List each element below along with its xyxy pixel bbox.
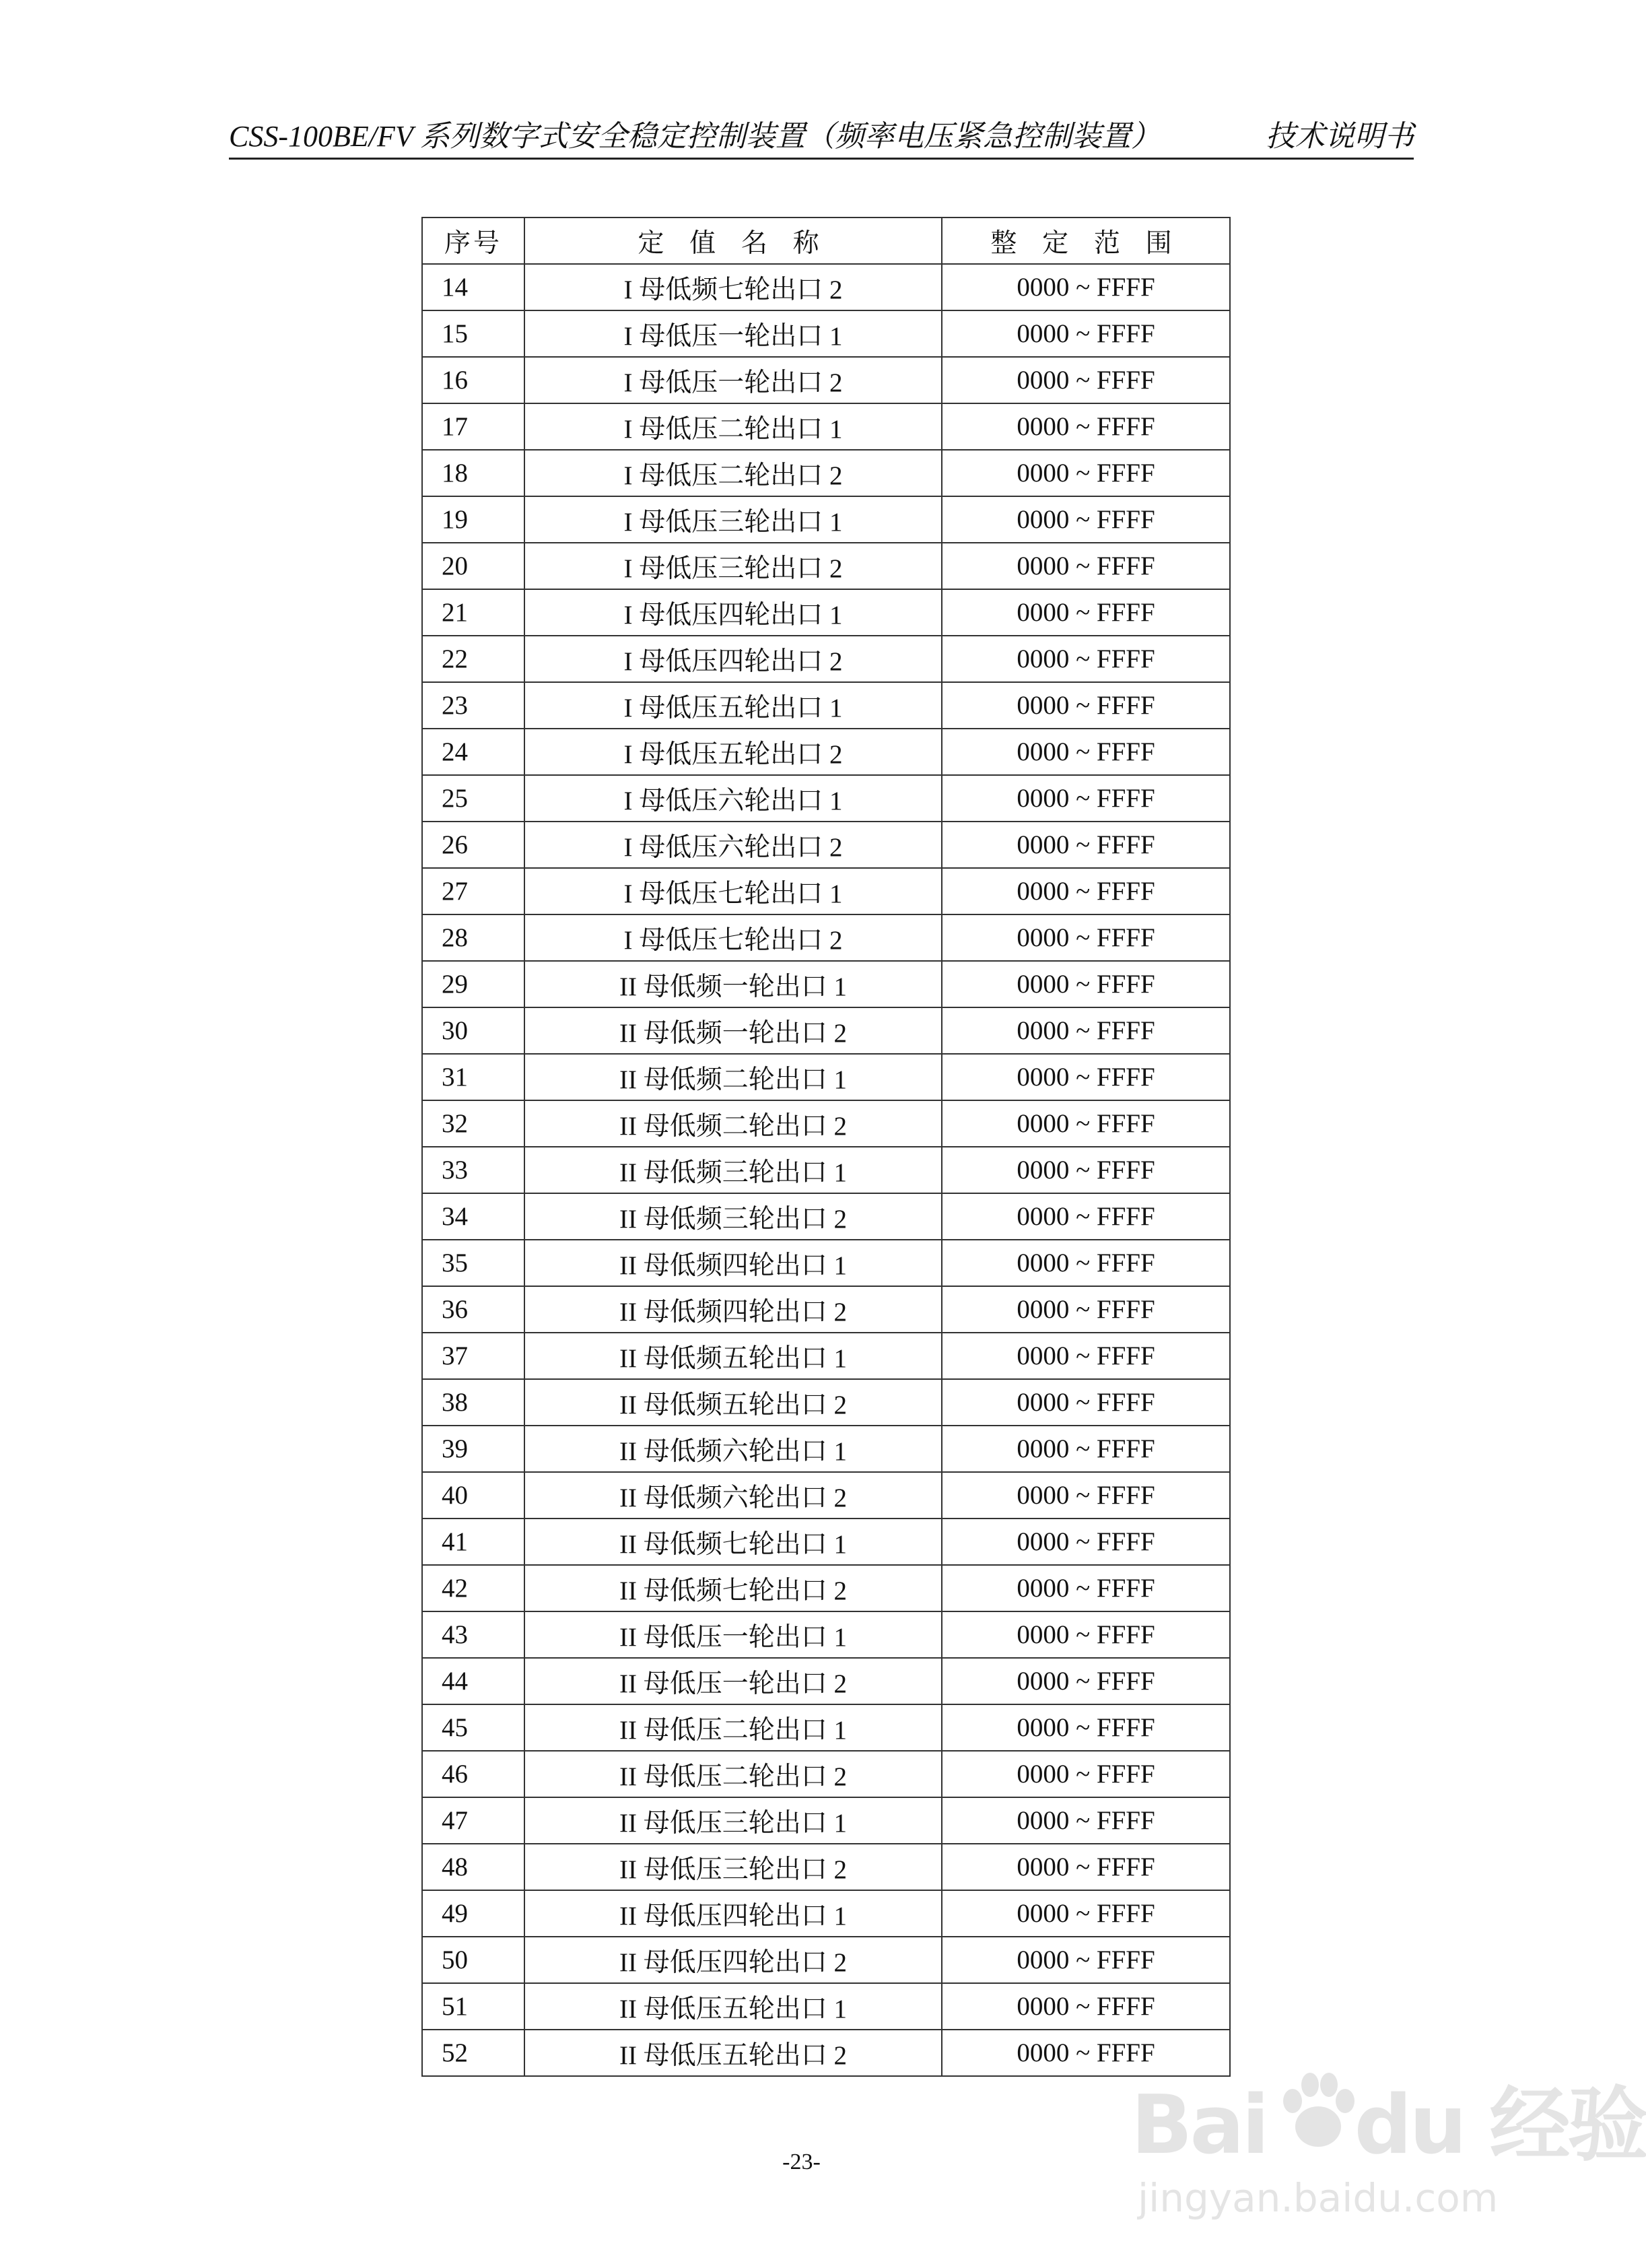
cell-range: 0000 ~ FFFF — [942, 403, 1230, 450]
cell-setting-name: II 母低压五轮出口 2 — [524, 2030, 942, 2076]
cell-range: 0000 ~ FFFF — [942, 1519, 1230, 1565]
table-row — [422, 1240, 1230, 1286]
header-index: 序号 — [422, 218, 524, 264]
table-row — [422, 450, 1230, 496]
cell-index: 21 — [422, 589, 524, 636]
cell-range: 0000 ~ FFFF — [942, 1333, 1230, 1379]
cell-index: 14 — [422, 264, 524, 310]
table-row — [422, 822, 1230, 868]
cell-range: 0000 ~ FFFF — [942, 729, 1230, 775]
cell-setting-name: II 母低频七轮出口 2 — [524, 1565, 942, 1611]
watermark-url: jingyan.baidu.com — [1138, 2175, 1499, 2221]
cell-index: 30 — [422, 1007, 524, 1054]
cell-index: 44 — [422, 1658, 524, 1704]
cell-index: 50 — [422, 1937, 524, 1983]
cell-range: 0000 ~ FFFF — [942, 543, 1230, 589]
cell-index: 19 — [422, 496, 524, 543]
table-header-row — [422, 218, 1230, 264]
cell-index: 43 — [422, 1611, 524, 1658]
cell-index: 32 — [422, 1100, 524, 1147]
cell-setting-name: I 母低压一轮出口 2 — [524, 357, 942, 403]
cell-index: 49 — [422, 1890, 524, 1937]
cell-setting-name: II 母低频二轮出口 1 — [524, 1054, 942, 1100]
cell-setting-name: II 母低压四轮出口 1 — [524, 1890, 942, 1937]
cell-index: 47 — [422, 1797, 524, 1844]
table-row — [422, 403, 1230, 450]
cell-range: 0000 ~ FFFF — [942, 357, 1230, 403]
table-row — [422, 1797, 1230, 1844]
cell-range: 0000 ~ FFFF — [942, 1472, 1230, 1519]
cell-range: 0000 ~ FFFF — [942, 1379, 1230, 1426]
cell-range: 0000 ~ FFFF — [942, 1286, 1230, 1333]
cell-range: 0000 ~ FFFF — [942, 310, 1230, 357]
cell-setting-name: II 母低频四轮出口 2 — [524, 1286, 942, 1333]
table-row — [422, 1751, 1230, 1797]
cell-setting-name: I 母低压七轮出口 2 — [524, 914, 942, 961]
table-row — [422, 1147, 1230, 1193]
table-row — [422, 1519, 1230, 1565]
cell-range: 0000 ~ FFFF — [942, 1193, 1230, 1240]
cell-setting-name: II 母低压四轮出口 2 — [524, 1937, 942, 1983]
cell-range: 0000 ~ FFFF — [942, 1751, 1230, 1797]
cell-range: 0000 ~ FFFF — [942, 1054, 1230, 1100]
cell-range: 0000 ~ FFFF — [942, 1240, 1230, 1286]
table-body — [422, 264, 1230, 2076]
cell-index: 51 — [422, 1983, 524, 2030]
cell-index: 46 — [422, 1751, 524, 1797]
cell-index: 45 — [422, 1704, 524, 1751]
watermark-logo: Bai du 经验 — [1131, 2079, 1646, 2172]
cell-range: 0000 ~ FFFF — [942, 868, 1230, 914]
cell-setting-name: I 母低压一轮出口 1 — [524, 310, 942, 357]
document-type: 技术说明书 — [1266, 120, 1414, 153]
cell-range: 0000 ~ FFFF — [942, 1611, 1230, 1658]
cell-range: 0000 ~ FFFF — [942, 961, 1230, 1007]
cell-index: 42 — [422, 1565, 524, 1611]
table-row — [422, 1565, 1230, 1611]
page-header — [229, 113, 1414, 160]
table-row — [422, 1054, 1230, 1100]
cell-setting-name: I 母低压二轮出口 1 — [524, 403, 942, 450]
cell-index: 52 — [422, 2030, 524, 2076]
table-row — [422, 2030, 1230, 2076]
cell-index: 33 — [422, 1147, 524, 1193]
cell-setting-name: I 母低压五轮出口 2 — [524, 729, 942, 775]
table-row — [422, 1611, 1230, 1658]
cell-range: 0000 ~ FFFF — [942, 775, 1230, 822]
table-row — [422, 264, 1230, 310]
table-row — [422, 1983, 1230, 2030]
table-row — [422, 357, 1230, 403]
cell-range: 0000 ~ FFFF — [942, 1844, 1230, 1890]
cell-setting-name: II 母低压一轮出口 1 — [524, 1611, 942, 1658]
cell-range: 0000 ~ FFFF — [942, 1983, 1230, 2030]
cell-range: 0000 ~ FFFF — [942, 1007, 1230, 1054]
cell-range: 0000 ~ FFFF — [942, 682, 1230, 729]
cell-index: 15 — [422, 310, 524, 357]
table-row — [422, 1472, 1230, 1519]
table-row — [422, 775, 1230, 822]
cell-setting-name: I 母低压四轮出口 2 — [524, 636, 942, 682]
cell-setting-name: I 母低压七轮出口 1 — [524, 868, 942, 914]
table-row — [422, 589, 1230, 636]
cell-range: 0000 ~ FFFF — [942, 1100, 1230, 1147]
cell-range: 0000 ~ FFFF — [942, 1147, 1230, 1193]
cell-setting-name: I 母低压二轮出口 2 — [524, 450, 942, 496]
table-row — [422, 310, 1230, 357]
settings-table — [421, 217, 1231, 2077]
cell-index: 48 — [422, 1844, 524, 1890]
cell-index: 23 — [422, 682, 524, 729]
table-row — [422, 914, 1230, 961]
cell-setting-name: II 母低频二轮出口 2 — [524, 1100, 942, 1147]
cell-range: 0000 ~ FFFF — [942, 636, 1230, 682]
table-row — [422, 1379, 1230, 1426]
table-row — [422, 636, 1230, 682]
cell-setting-name: II 母低频一轮出口 1 — [524, 961, 942, 1007]
cell-range: 0000 ~ FFFF — [942, 914, 1230, 961]
cell-index: 24 — [422, 729, 524, 775]
cell-setting-name: II 母低频五轮出口 2 — [524, 1379, 942, 1426]
cell-range: 0000 ~ FFFF — [942, 589, 1230, 636]
cell-setting-name: II 母低压三轮出口 1 — [524, 1797, 942, 1844]
cell-setting-name: II 母低频六轮出口 2 — [524, 1472, 942, 1519]
cell-index: 18 — [422, 450, 524, 496]
cell-index: 26 — [422, 822, 524, 868]
page-number: -23- — [782, 2149, 821, 2174]
cell-index: 41 — [422, 1519, 524, 1565]
cell-range: 0000 ~ FFFF — [942, 1890, 1230, 1937]
cell-setting-name: II 母低压二轮出口 1 — [524, 1704, 942, 1751]
table-row — [422, 1193, 1230, 1240]
cell-index: 17 — [422, 403, 524, 450]
cell-setting-name: II 母低频六轮出口 1 — [524, 1426, 942, 1472]
table-row — [422, 1704, 1230, 1751]
cell-setting-name: II 母低频一轮出口 2 — [524, 1007, 942, 1054]
cell-index: 22 — [422, 636, 524, 682]
baidu-watermark — [1131, 2061, 1646, 2236]
cell-range: 0000 ~ FFFF — [942, 1704, 1230, 1751]
cell-setting-name: II 母低频七轮出口 1 — [524, 1519, 942, 1565]
cell-setting-name: I 母低压三轮出口 2 — [524, 543, 942, 589]
table-row — [422, 682, 1230, 729]
table-row — [422, 868, 1230, 914]
cell-index: 35 — [422, 1240, 524, 1286]
cell-index: 16 — [422, 357, 524, 403]
table-row — [422, 496, 1230, 543]
cell-setting-name: II 母低频五轮出口 1 — [524, 1333, 942, 1379]
cell-index: 34 — [422, 1193, 524, 1240]
cell-setting-name: I 母低压六轮出口 2 — [524, 822, 942, 868]
table-row — [422, 1937, 1230, 1983]
cell-setting-name: I 母低压六轮出口 1 — [524, 775, 942, 822]
paw-icon — [1278, 2066, 1359, 2154]
cell-setting-name: II 母低压一轮出口 2 — [524, 1658, 942, 1704]
table-row — [422, 729, 1230, 775]
cell-index: 38 — [422, 1379, 524, 1426]
cell-range: 0000 ~ FFFF — [942, 822, 1230, 868]
cell-index: 37 — [422, 1333, 524, 1379]
table-row — [422, 1844, 1230, 1890]
table-row — [422, 1658, 1230, 1704]
table-row — [422, 1426, 1230, 1472]
cell-range: 0000 ~ FFFF — [942, 450, 1230, 496]
cell-range: 0000 ~ FFFF — [942, 1658, 1230, 1704]
cell-index: 39 — [422, 1426, 524, 1472]
cell-range: 0000 ~ FFFF — [942, 2030, 1230, 2076]
cell-setting-name: II 母低压二轮出口 2 — [524, 1751, 942, 1797]
cell-index: 25 — [422, 775, 524, 822]
cell-index: 27 — [422, 868, 524, 914]
cell-index: 20 — [422, 543, 524, 589]
document-title: CSS-100BE/FV 系列数字式安全稳定控制装置（频率电压紧急控制装置） — [229, 120, 1161, 153]
cell-range: 0000 ~ FFFF — [942, 496, 1230, 543]
cell-setting-name: I 母低压三轮出口 1 — [524, 496, 942, 543]
table-row — [422, 1286, 1230, 1333]
cell-index: 28 — [422, 914, 524, 961]
table-row — [422, 543, 1230, 589]
cell-index: 31 — [422, 1054, 524, 1100]
header-setting-name: 定 值 名 称 — [524, 218, 942, 264]
cell-range: 0000 ~ FFFF — [942, 264, 1230, 310]
cell-setting-name: II 母低频三轮出口 2 — [524, 1193, 942, 1240]
cell-setting-name: II 母低频四轮出口 1 — [524, 1240, 942, 1286]
header-range: 整 定 范 围 — [942, 218, 1230, 264]
table-row — [422, 961, 1230, 1007]
cell-range: 0000 ~ FFFF — [942, 1797, 1230, 1844]
table-row — [422, 1100, 1230, 1147]
table-row — [422, 1333, 1230, 1379]
table-row — [422, 1890, 1230, 1937]
cell-range: 0000 ~ FFFF — [942, 1937, 1230, 1983]
cell-range: 0000 ~ FFFF — [942, 1426, 1230, 1472]
cell-setting-name: I 母低压四轮出口 1 — [524, 589, 942, 636]
cell-setting-name: I 母低频七轮出口 2 — [524, 264, 942, 310]
table-row — [422, 1007, 1230, 1054]
cell-index: 29 — [422, 961, 524, 1007]
cell-setting-name: II 母低频三轮出口 1 — [524, 1147, 942, 1193]
cell-index: 40 — [422, 1472, 524, 1519]
cell-setting-name: II 母低压五轮出口 1 — [524, 1983, 942, 2030]
cell-index: 36 — [422, 1286, 524, 1333]
cell-setting-name: I 母低压五轮出口 1 — [524, 682, 942, 729]
cell-range: 0000 ~ FFFF — [942, 1565, 1230, 1611]
cell-setting-name: II 母低压三轮出口 2 — [524, 1844, 942, 1890]
